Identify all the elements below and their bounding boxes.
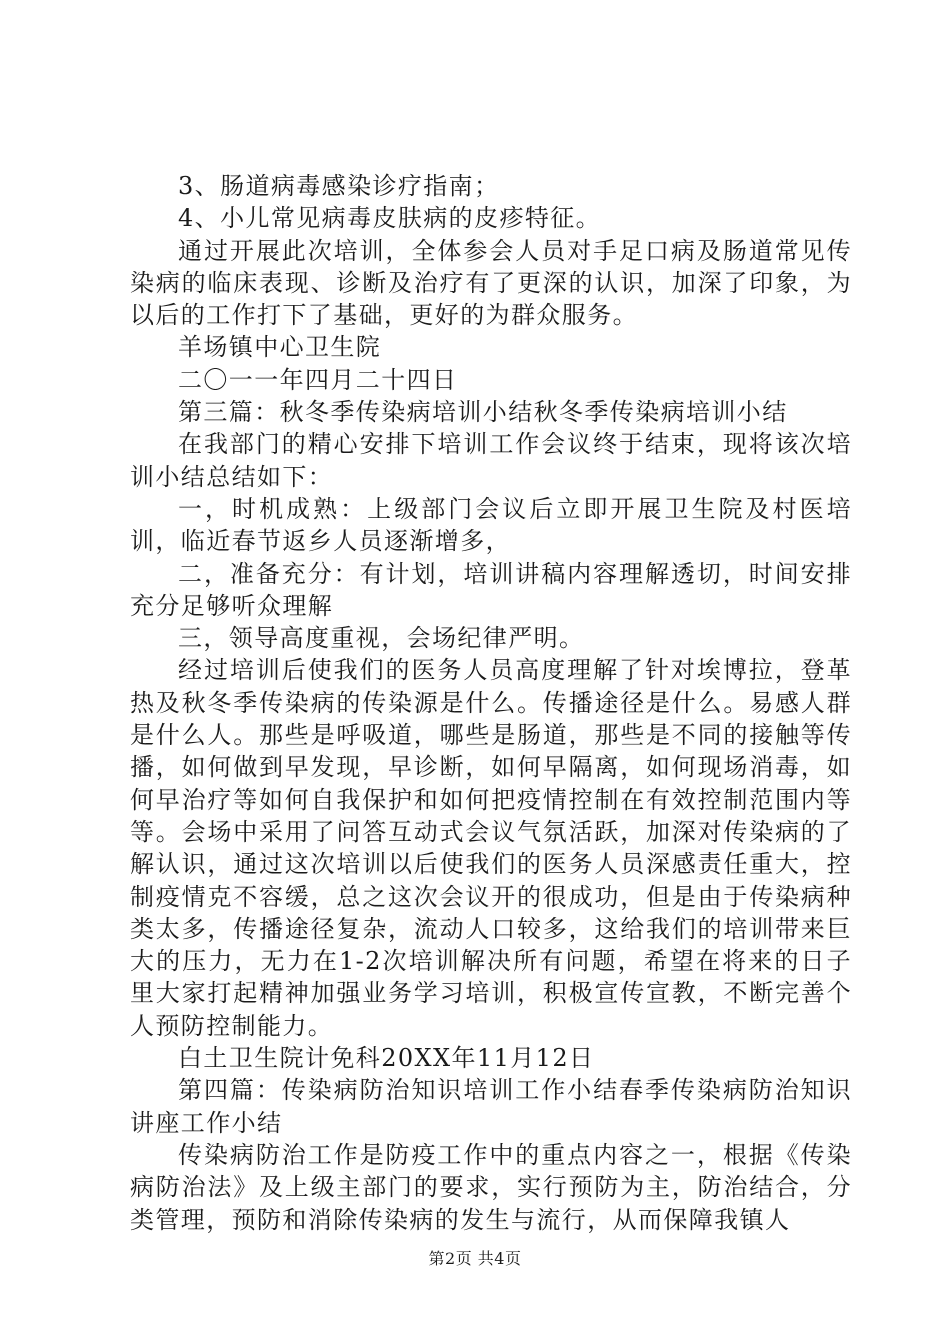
page-number: 第2页 共4页 — [428, 1249, 522, 1268]
document-body — [130, 170, 852, 1236]
signature-department-date: 白土卫生院计免科20XX年11月12日 — [178, 1044, 595, 1073]
point-three: 三，领导高度重视，会场纪律严明。 — [178, 624, 585, 653]
signature-organization: 羊场镇中心卫生院 — [178, 333, 382, 362]
section-heading-part-four: 第四篇：传染病防治知识培训工作小结春季传染病防治知识讲座工作小结 — [130, 1076, 852, 1137]
prevention-paragraph: 传染病防治工作是防疫工作中的重点内容之一，根据《传染病防治法》及上级主部门的要求，实行预防为主，防治结合，分类管理，预防和消除传染病的发生与流行，从而保障我镇人 — [130, 1140, 852, 1234]
point-one: 一，时机成熟：上级部门会议后立即开展卫生院及村医培训，临近春节返乡人员逐渐增多， — [130, 494, 852, 556]
training-summary-paragraph: 通过开展此次培训，全体参会人员对手足口病及肠道常见传染病的临床表现、诊断及治疗有了更深的认识，加深了印象，为以后的工作打下了基础，更好的为群众服务。 — [130, 236, 852, 330]
point-two: 二，准备充分：有计划，培训讲稿内容理解透切，时间安排充分足够听众理解 — [130, 559, 852, 620]
intro-paragraph: 在我部门的精心安排下培训工作会议终于结束，现将该次培训小结总结如下： — [130, 430, 852, 491]
list-item-3: 3、肠道病毒感染诊疗指南； — [178, 172, 500, 200]
training-result-paragraph: 经过培训后使我们的医务人员高度理解了针对埃博拉，登革热及秋冬季传染病的传染源是什么。传播途径是什么。易感人群是什么人。那些是呼吸道，哪些是肠道，那些是不同的接触等传播，如何做到早发现，早诊断，如何早隔离，如何现场消毒，如何早治疗等如何自我保护和如何把疫情控制在有效控制范围内等等。会场中采用了问答互动式会议气氛活跃，加深对传染病的了解认识，通过这次培训以后使我们的医务人员深感责任重大，控制疫情克不容缓，总之这次会议开的很成功，但是由于传染病种类太多，传播途径复杂，流动人口较多，这给我们的培训带来巨大的压力，无力在1-2次培训解决所有问题，希望在将来的日子里大家打起精神加强业务学习培训，积极宣传宣教，不断完善个人预防控制能力。 — [130, 656, 852, 1040]
list-item-4: 4、小儿常见病毒皮肤病的皮疹特征。 — [178, 204, 602, 233]
page-footer — [0, 1246, 950, 1269]
signature-date: 二〇一一年四月二十四日 — [178, 365, 458, 394]
section-heading-part-three: 第三篇：秋冬季传染病培训小结秋冬季传染病培训小结 — [178, 398, 788, 427]
